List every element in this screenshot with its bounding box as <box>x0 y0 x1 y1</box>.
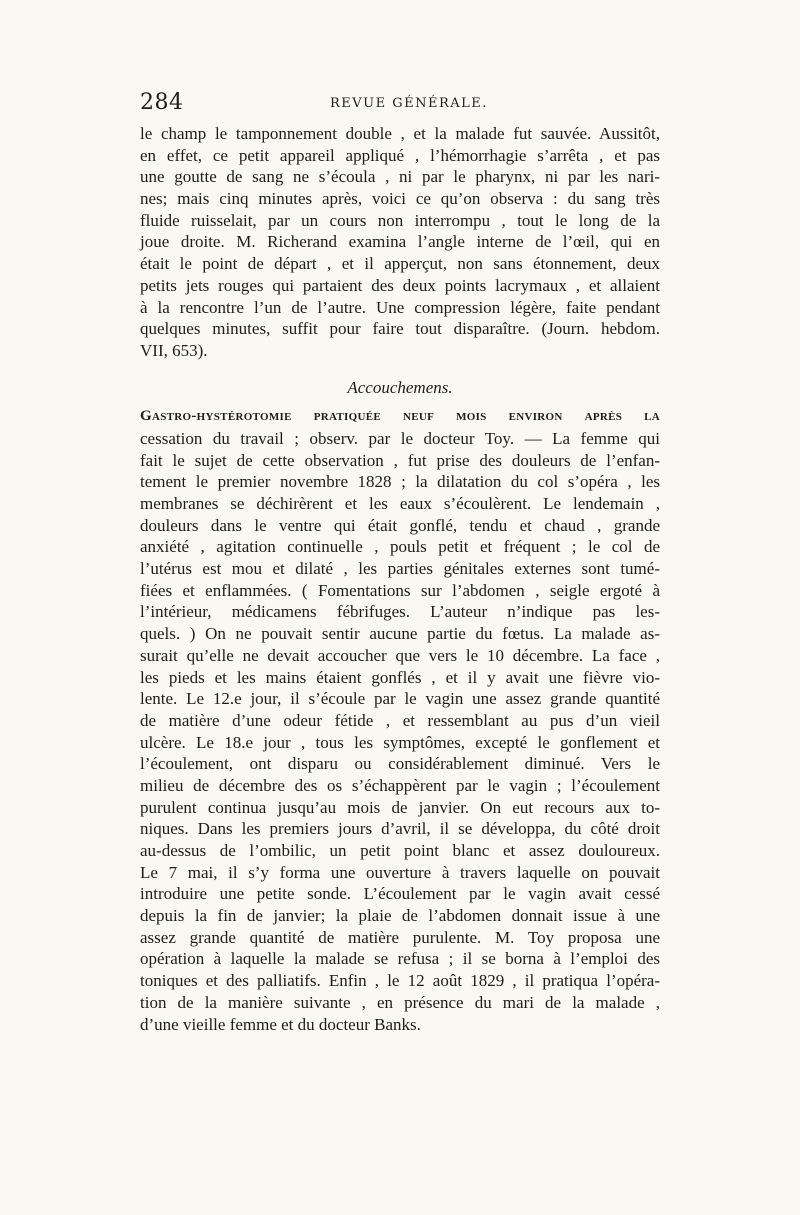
text-line: fluide ruisselait, par un cours non interrompu , tout le long de la <box>140 210 660 230</box>
text-line: Le 7 mai, il s’y forma une ouverture à travers laquelle on pouvait <box>140 862 660 882</box>
text-line: l’utérus est mou et dilaté , les parties génitales externes sont tumé- <box>140 559 660 579</box>
page-number: 284 <box>140 90 184 115</box>
text-line: au-dessus de l’ombilic, un petit point blanc et assez douloureux. <box>140 841 660 860</box>
text-line: toniques et des palliatifs. Enfin , le 12 août 1829 , il pratiqua l’opéra- <box>140 971 660 991</box>
text-line: tion de la manière suivante , en présence du mari de la malade , <box>140 992 660 1012</box>
page-body <box>140 123 660 1035</box>
text-line: quelques minutes, suffit pour faire tout disparaître. (Journ. hebdom. <box>140 319 660 339</box>
text-line: l’intérieur, médicamens fébrifuges. L’auteur n’indique pas les- <box>140 602 660 622</box>
text-line: VII, 653). <box>140 340 208 360</box>
article-title-line: Gastro-hystérotomie pratiquée neuf mois environ après la <box>140 408 660 425</box>
text-line: ulcère. Le 18.e jour , tous les symptômes, excepté le gonflement et <box>140 732 660 752</box>
text-line: les pieds et les mains étaient gonflés , et il y avait une fièvre vio- <box>140 667 660 687</box>
text-line: introduire une petite sonde. L’écoulement par le vagin avait cessé <box>140 884 660 904</box>
text-line: assez grande quantité de matière purulente. M. Toy proposa une <box>140 927 660 947</box>
text-line: en effet, ce petit appareil appliqué , l’hémorrhagie s’arrêta , et pas <box>140 145 660 165</box>
text-line: opération à laquelle la malade se refusa ; il se borna à l’emploi des <box>140 949 660 969</box>
running-head: REVUE GÉNÉRALE. <box>330 96 488 111</box>
paragraph-hemorrhage-case <box>140 123 660 362</box>
text-line: tement le premier novembre 1828 ; la dilatation du col s’opéra , les <box>140 472 660 492</box>
text-line: niques. Dans les premiers jours d’avril, il se développa, du côté droit <box>140 819 660 839</box>
text-line: depuis la fin de janvier; la plaie de l’abdomen donnait issue à une <box>140 906 660 926</box>
text-line: fiées et enflammées. ( Fomentations sur l’abdomen , seigle ergoté à <box>140 580 660 600</box>
text-line: douleurs dans le ventre qui était gonflé, tendu et chaud , grande <box>140 515 660 535</box>
section-heading: Accouchemens. <box>347 377 453 397</box>
text-line: le champ le tamponnement double , et la malade fut sauvée. Aussitôt, <box>140 124 660 143</box>
text-line: était le point de départ , et il apperçut, non sans étonnement, deux <box>140 254 660 274</box>
text-line: purulent continua jusqu’au mois de janvier. On eut recours aux to- <box>140 797 660 817</box>
page-header <box>140 90 660 120</box>
text-line: à la rencontre l’un de l’autre. Une compression légère, faite pendant <box>140 297 660 317</box>
article-gastro-hysterotomie <box>140 406 660 1035</box>
text-line: surait qu’elle ne devait accoucher que vers le 10 décembre. La face , <box>140 645 660 665</box>
text-line: cessation du travail ; observ. par le docteur Toy. — La femme qui <box>140 428 660 448</box>
text-line: quels. ) On ne pouvait sentir aucune partie du fœtus. La malade as- <box>140 624 660 644</box>
text-line: anxiété , agitation continuelle , pouls petit et fréquent ; le col de <box>140 537 660 557</box>
text-line: l’écoulement, ont disparu ou considérablement diminué. Vers le <box>140 754 660 774</box>
text-line: lente. Le 12.e jour, il s’écoule par le vagin une assez grande quantité <box>140 689 660 709</box>
text-line: milieu de décembre des os s’échappèrent par le vagin ; l’écoulement <box>140 775 660 795</box>
text-line: membranes se déchirèrent et les eaux s’écoulèrent. Le lendemain , <box>140 494 660 513</box>
text-line: nes; mais cinq minutes après, voici ce qu’on observa : du sang très <box>140 189 660 209</box>
text-line: d’une vieille femme et du docteur Banks. <box>140 1014 421 1034</box>
text-line: joue droite. M. Richerand examina l’angle interne de l’œil, qui en <box>140 232 660 252</box>
text-line: petits jets rouges qui partaient des deux points lacrymaux , et allaient <box>140 275 660 295</box>
text-line: fait le sujet de cette observation , fut prise des douleurs de l’enfan- <box>140 450 660 470</box>
text-line: de matière d’une odeur fétide , et ressemblant au pus d’un vieil <box>140 710 660 730</box>
text-line: une goutte de sang ne s’écoula , ni par le pharynx, ni par les nari- <box>140 167 660 187</box>
